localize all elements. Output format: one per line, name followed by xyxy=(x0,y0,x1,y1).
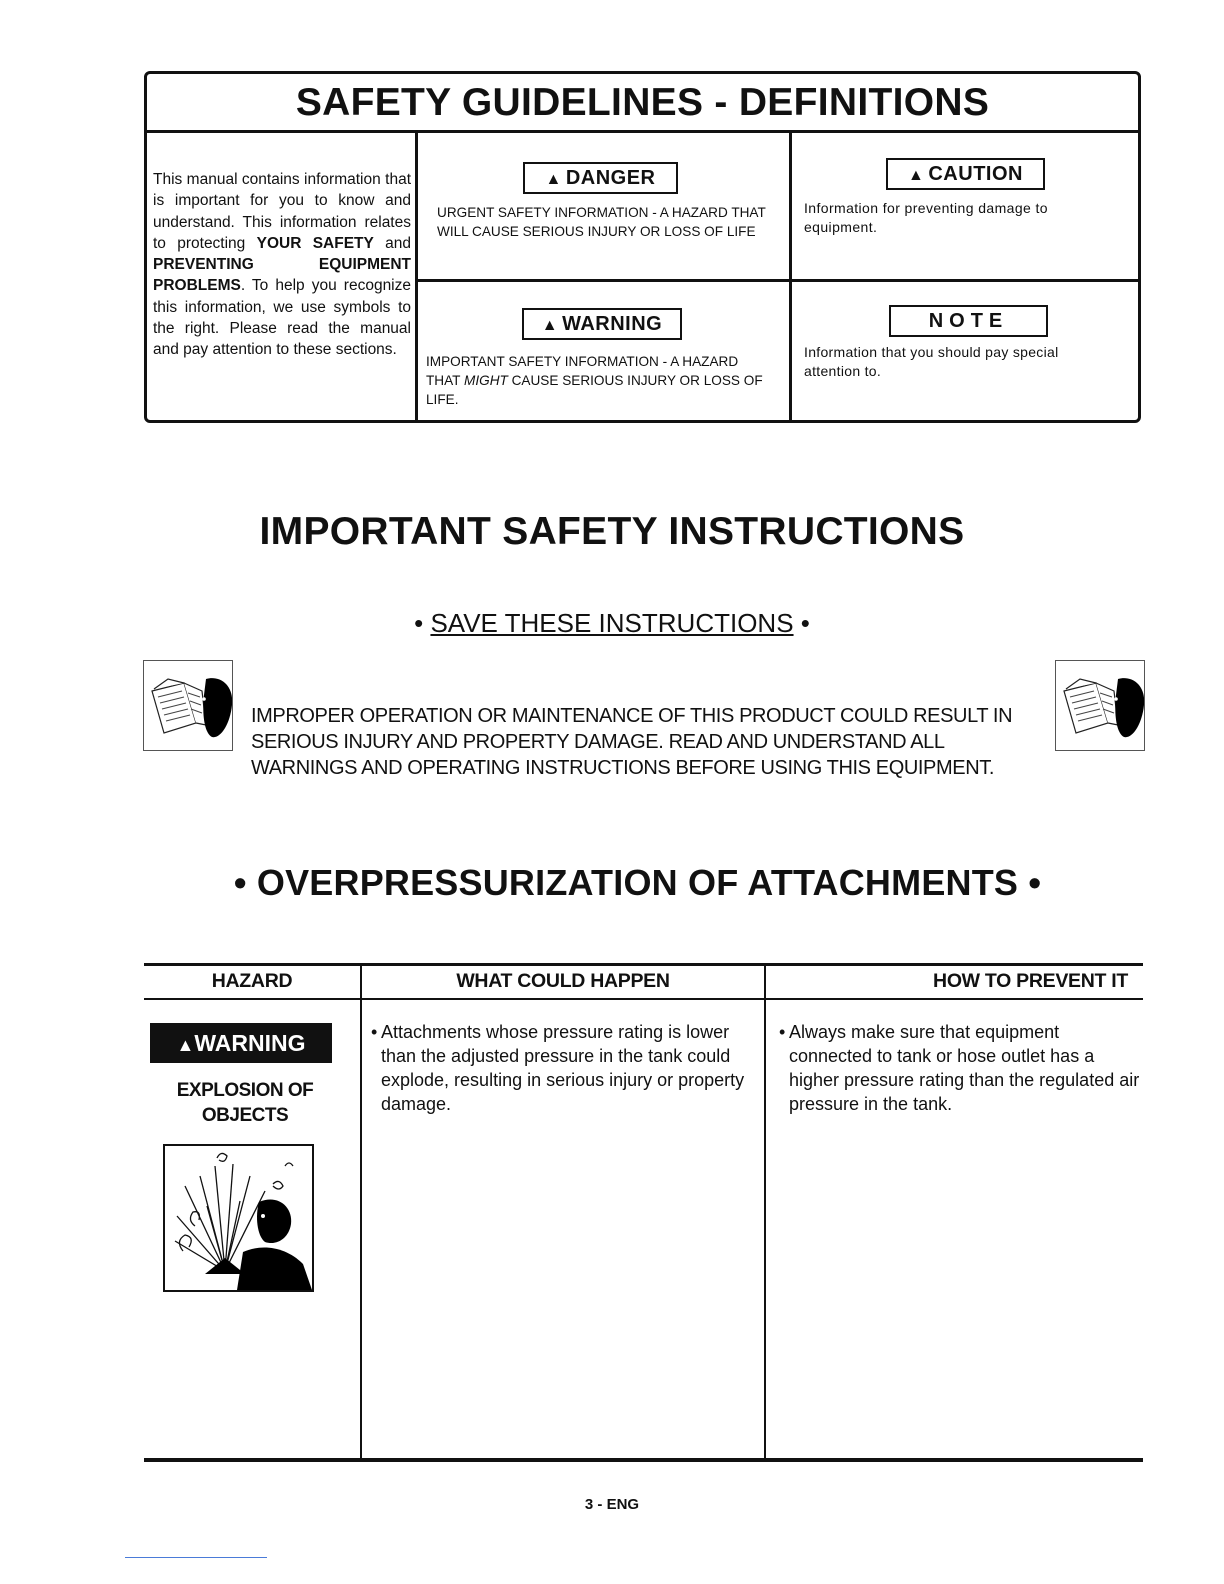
page-number: 3 - ENG xyxy=(584,1496,640,1513)
definitions-title: SAFETY GUIDELINES - DEFINITIONS xyxy=(147,74,1138,133)
divider xyxy=(789,133,792,420)
definitions-body xyxy=(147,133,1138,420)
save-instructions-line xyxy=(0,608,1224,639)
read-manual-icon xyxy=(1055,660,1145,751)
overpressurization-heading: • OVERPRESSURIZATION OF ATTACHMENTS • xyxy=(233,862,1042,903)
note-text: Information that you should pay special attention to. xyxy=(804,344,1059,379)
intro-text: . To help you recognize this information, we use symbols to the right. Please read the manual and pay attention to these sections. xyxy=(153,277,411,359)
warning-signal-box xyxy=(522,308,682,340)
important-heading: IMPORTANT SAFETY INSTRUCTIONS xyxy=(259,510,965,553)
how-to-prevent-text: Always make sure that equipment connected to tank or hose outlet has a higher pressure rating than the regulated air pressure in the tank. xyxy=(789,1022,1140,1114)
what-could-happen-cell xyxy=(371,1020,756,1116)
link-underline xyxy=(125,1557,267,1558)
warning-triangle-icon: ▲ xyxy=(176,1035,195,1055)
table-rule xyxy=(144,963,1143,966)
bullet: • xyxy=(800,608,810,638)
header-hazard: HAZARD xyxy=(211,970,293,992)
warning-triangle-icon: ▲ xyxy=(545,171,562,188)
general-warning-paragraph: IMPROPER OPERATION OR MAINTENANCE OF THIS PRODUCT COULD RESULT IN SERIOUS INJURY AND PROPERTY DAMAGE. READ AND UNDERSTAND ALL WARNINGS AND OPERATING INSTRUCTIONS BEFORE USING THIS EQUIPMENT. xyxy=(251,705,1013,779)
table-column-divider xyxy=(360,966,362,1458)
warning-triangle-icon: ▲ xyxy=(908,167,925,184)
warning-text-part: CAUSE SERIOUS INJURY OR LOSS OF LIFE. xyxy=(426,373,763,407)
danger-signal-box xyxy=(523,162,678,194)
note-signal-box xyxy=(889,305,1048,337)
note-label: NOTE xyxy=(928,310,1009,332)
table-rule xyxy=(144,1458,1143,1462)
warning-banner-label: WARNING xyxy=(194,1030,306,1056)
intro-text: and xyxy=(373,234,412,252)
intro-bold-safety: YOUR SAFETY xyxy=(256,234,374,252)
bullet: • xyxy=(414,608,424,638)
warning-banner xyxy=(150,1023,332,1063)
divider xyxy=(415,133,418,420)
caution-text: Information for preventing damage to equipment. xyxy=(804,200,1048,235)
table-rule xyxy=(144,998,1143,1000)
intro-bold-equipment: PREVENTING EQUIPMENT PROBLEMS xyxy=(153,256,411,295)
danger-label: DANGER xyxy=(565,167,656,189)
explosion-hazard-icon xyxy=(163,1144,314,1292)
caution-label: CAUTION xyxy=(928,163,1023,185)
bullet: • xyxy=(371,1022,378,1042)
warning-text xyxy=(426,352,771,409)
table-column-divider xyxy=(764,966,766,1458)
what-could-happen-text: Attachments whose pressure rating is lower than the adjusted pressure in the tank could explode, resulting in serious injury or property damage. xyxy=(381,1022,745,1114)
definitions-box xyxy=(144,71,1141,423)
danger-text: URGENT SAFETY INFORMATION - A HAZARD THAT WILL CAUSE SERIOUS INJURY OR LOSS OF LIFE xyxy=(437,205,766,239)
warning-text-part: IMPORTANT SAFETY INFORMATION - A HAZARD THAT xyxy=(426,354,739,388)
bullet: • xyxy=(779,1022,786,1042)
divider xyxy=(415,279,1138,282)
intro-text: This manual contains information that is important for you to know and understand. This information relates to protecting xyxy=(153,171,411,252)
warning-triangle-icon: ▲ xyxy=(541,317,559,334)
header-how-to-prevent: HOW TO PREVENT IT xyxy=(933,970,1128,992)
hazard-name: EXPLOSION OF OBJECTS xyxy=(176,1080,314,1126)
definitions-intro xyxy=(153,169,411,361)
warning-label: WARNING xyxy=(562,313,663,335)
read-manual-icon xyxy=(143,660,233,751)
how-to-prevent-cell xyxy=(779,1020,1144,1116)
save-instructions-text: SAVE THESE INSTRUCTIONS xyxy=(430,608,794,638)
header-what-could-happen: WHAT COULD HAPPEN xyxy=(456,970,670,992)
caution-signal-box xyxy=(886,158,1045,190)
warning-text-italic: MIGHT xyxy=(464,373,508,388)
